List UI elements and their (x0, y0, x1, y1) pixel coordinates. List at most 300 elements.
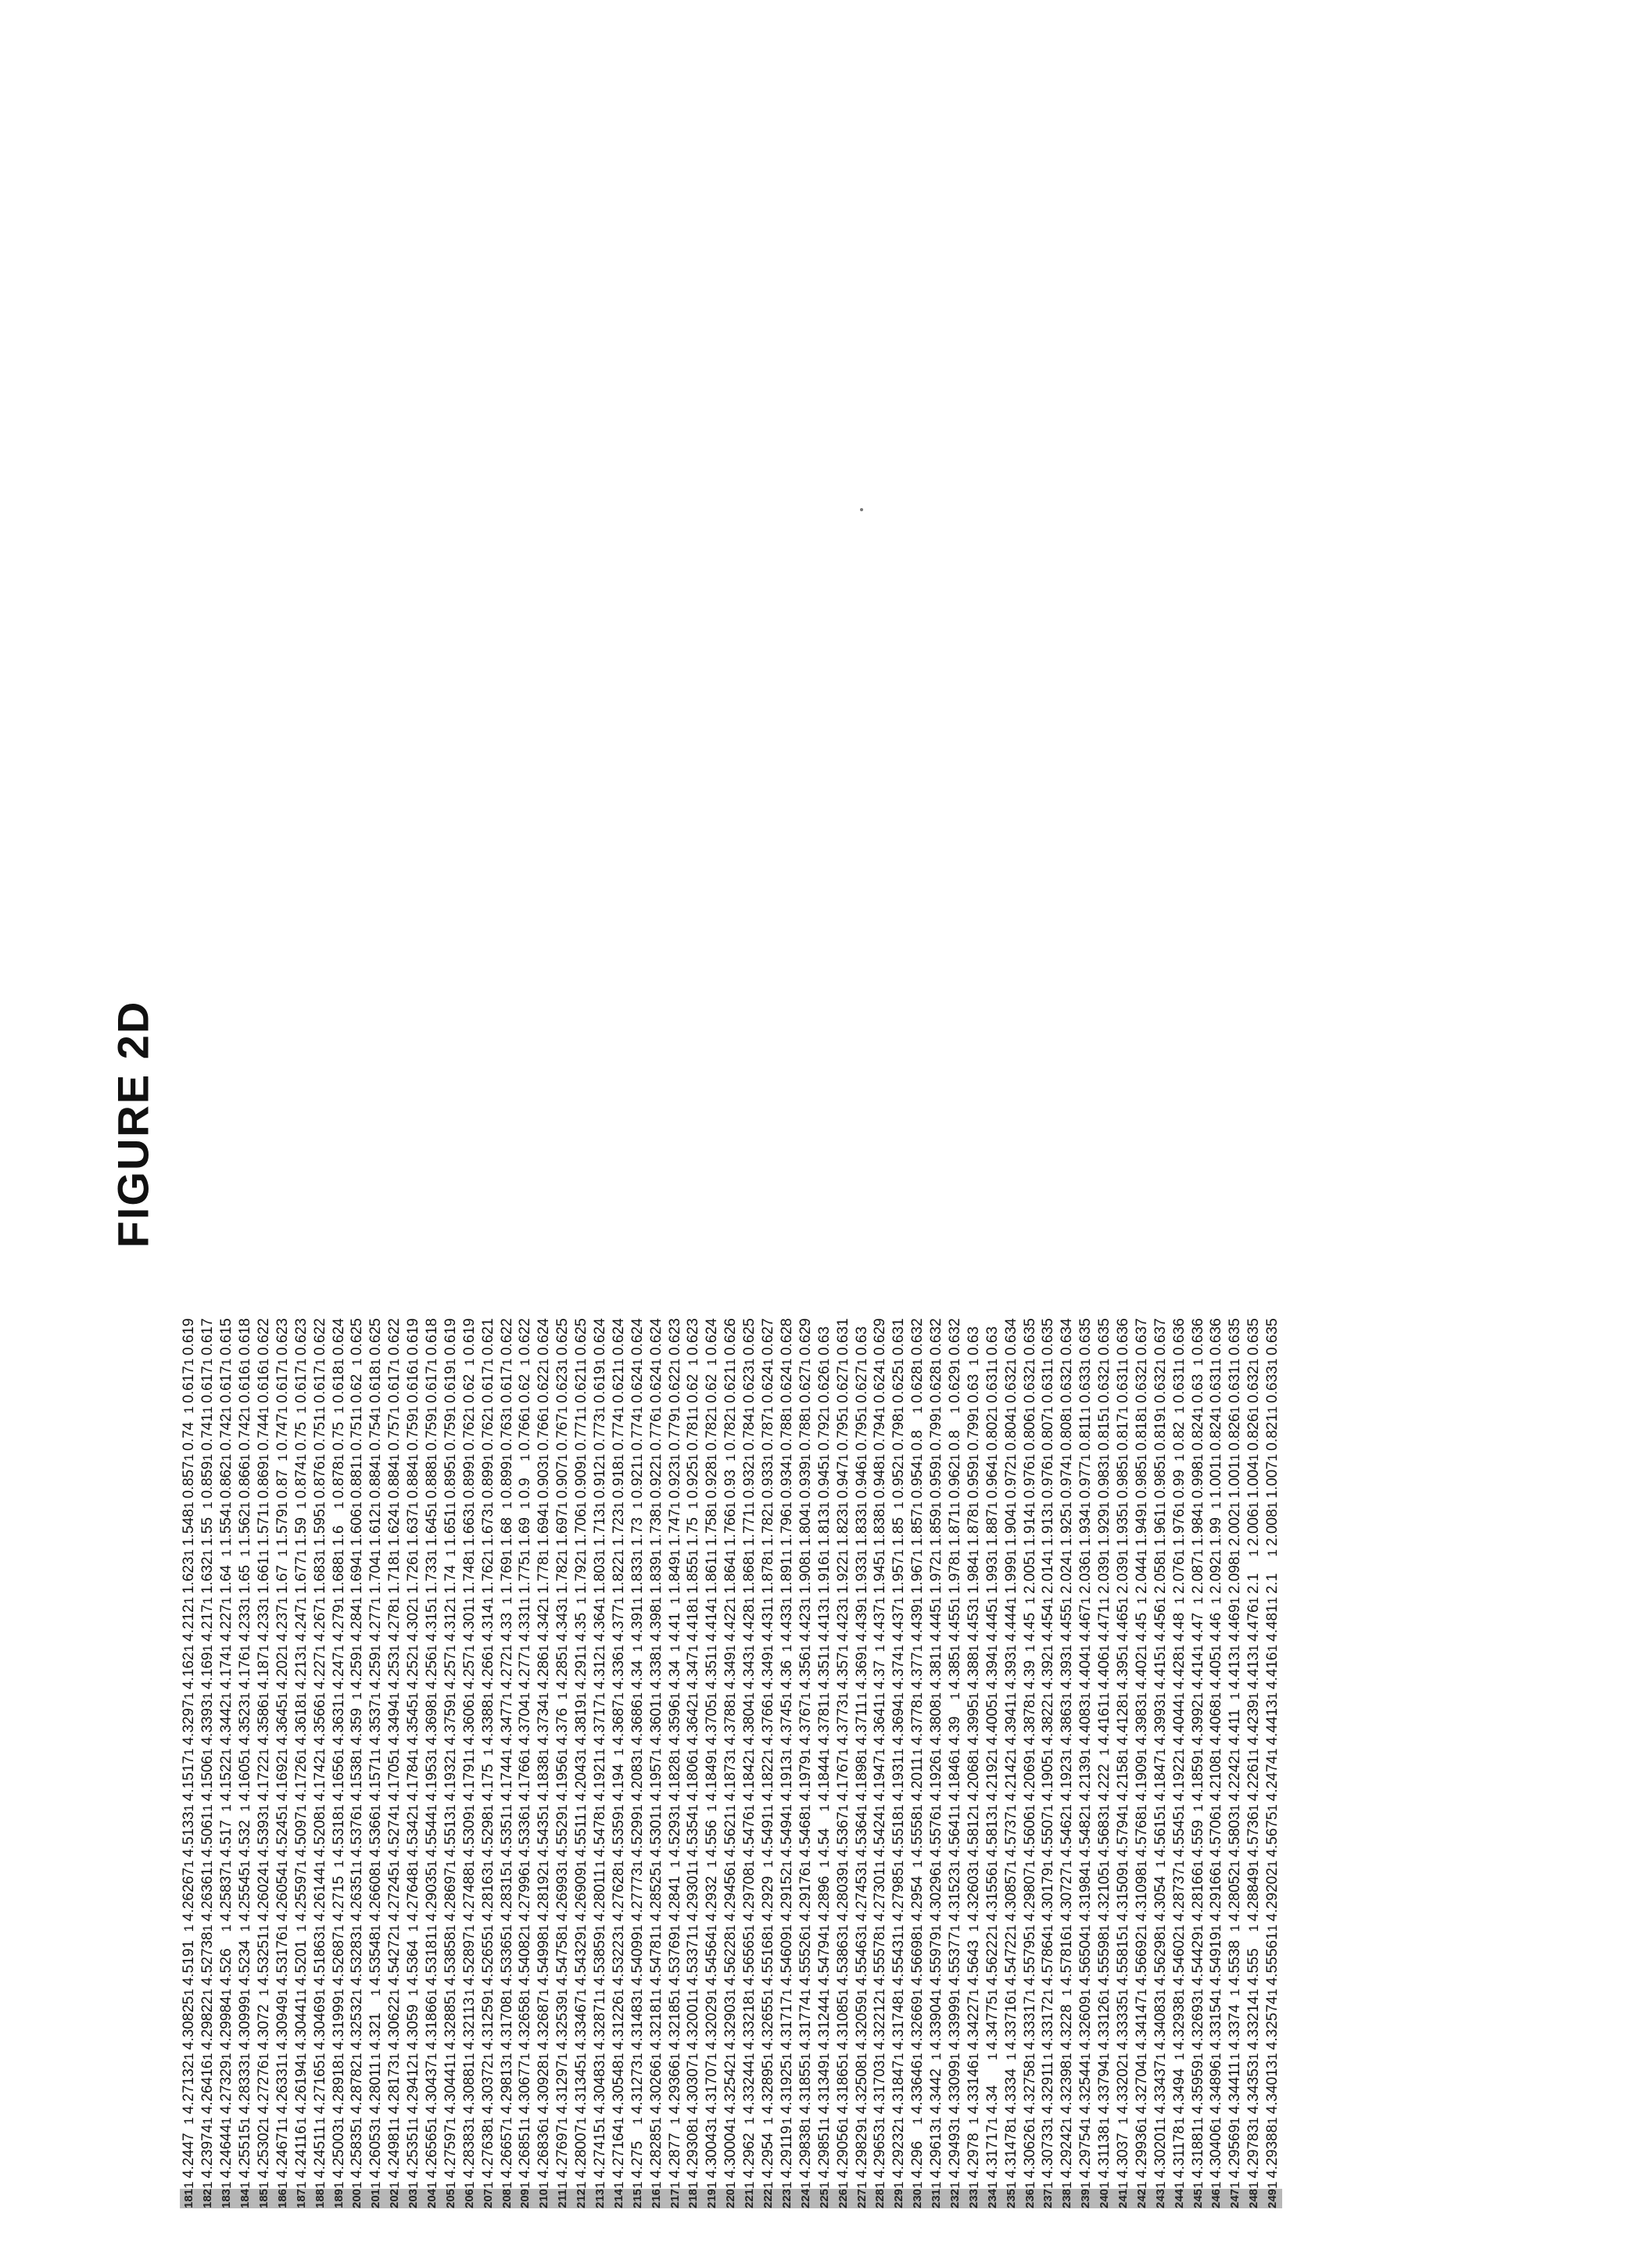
separator-cell: 1 (425, 1549, 440, 1557)
value-cell: 0.741 (199, 1413, 217, 1451)
value-cell: 4.27415 (592, 2124, 609, 2179)
value-cell: 0.782 (722, 1413, 740, 1451)
separator-cell: 1 (1041, 1924, 1056, 1932)
value-cell: 0.616 (405, 1366, 422, 1403)
value-cell: 4.3686 (629, 1699, 646, 1746)
separator-cell: 1 (947, 1989, 962, 1997)
value-cell: 0.799 (928, 1413, 945, 1451)
value-cell: 1.813 (815, 1509, 833, 1546)
separator-cell: 1 (1059, 1692, 1075, 1700)
separator-cell: 1 (742, 1644, 758, 1653)
value-cell: 0.623 (666, 1318, 683, 1355)
separator-cell: 1 (368, 1804, 384, 1812)
value-cell: 4.51863 (311, 1932, 328, 1986)
value-cell: 0.624 (760, 1366, 777, 1403)
separator-cell: 1 (1041, 1406, 1056, 1414)
value-cell: 1.606 (349, 1509, 366, 1546)
value-cell: 1.908 (797, 1556, 814, 1594)
separator-cell: 1 (1022, 1596, 1037, 1605)
separator-cell: 1 (461, 1501, 477, 1509)
separator-cell: 1 (181, 1644, 197, 1653)
separator-cell: 1 (816, 1924, 832, 1932)
value-cell: 4.321 (367, 2012, 385, 2050)
table-row (1132, 1318, 1151, 2208)
separator-cell: 1 (593, 1924, 608, 1932)
separator-cell: 1 (1246, 1501, 1262, 1509)
separator-cell: 1 (835, 1860, 851, 1868)
value-cell: 4.31345 (573, 2060, 590, 2115)
separator-cell: 1 (555, 1924, 571, 1932)
value-cell: 0.63 (965, 1326, 982, 1355)
value-cell: 1.972 (928, 1556, 945, 1594)
separator-cell: 1 (1134, 1924, 1149, 1932)
value-cell: 4.27245 (386, 1868, 403, 1921)
value-cell: 4.53181 (424, 1932, 441, 1986)
value-cell: 4.1913 (778, 1756, 795, 1802)
value-cell: 0.884 (405, 1461, 422, 1499)
value-cell: 4.31925 (778, 2060, 795, 2115)
separator-cell: 1 (947, 1692, 962, 1700)
value-cell: 0.621 (479, 1318, 496, 1355)
separator-cell: 1 (256, 1692, 271, 1700)
separator-cell: 1 (1209, 1358, 1224, 1366)
separator-cell: 1 (1134, 2181, 1149, 2189)
value-cell: 0.826 (1227, 1413, 1244, 1451)
value-cell: 0.624 (629, 1366, 646, 1403)
value-cell: 4.3566 (311, 1699, 328, 1746)
value-cell: 4.3705 (704, 1699, 721, 1746)
value-cell: 1.554 (218, 1509, 235, 1546)
separator-cell: 1 (779, 1748, 794, 1756)
value-cell: 4.52655 (479, 1932, 496, 1986)
separator-cell: 1 (816, 1860, 832, 1868)
value-cell: 1.75 (685, 1517, 702, 1546)
value-cell: 2.058 (1152, 1556, 1169, 1594)
value-cell: 4.5812 (965, 1811, 982, 1857)
value-cell: 4.31509 (1114, 1868, 1131, 1921)
separator-cell: 1 (797, 1358, 813, 1366)
separator-cell: 1 (816, 1358, 832, 1366)
table-row (1188, 1318, 1207, 2208)
separator-cell: 1 (536, 1406, 552, 1414)
separator-cell: 1 (1227, 1358, 1243, 1366)
row-id-cell: 184 (236, 2189, 255, 2208)
separator-cell: 1 (891, 1860, 907, 1868)
separator-cell: 1 (238, 2053, 253, 2061)
value-cell: 1.733 (424, 1556, 441, 1594)
value-cell: 0.807 (1040, 1413, 1057, 1451)
value-cell: 4.5545 (1170, 1811, 1188, 1857)
value-cell: 4.34353 (1245, 2060, 1263, 2115)
value-cell: 4.53769 (666, 1932, 683, 1986)
value-cell: 4.32029 (704, 1996, 721, 2050)
value-cell: 0.742 (237, 1413, 254, 1451)
separator-cell: 1 (1041, 2053, 1056, 2061)
value-cell: 4.445 (984, 1604, 1001, 1642)
value-cell: 0.912 (592, 1461, 609, 1499)
separator-cell: 1 (181, 1692, 197, 1700)
value-cell: 4.559 (1189, 1820, 1206, 1857)
separator-cell: 1 (181, 2053, 197, 2061)
value-cell: 4.415 (1152, 1652, 1169, 1689)
separator-cell: 1 (1209, 1692, 1224, 1700)
value-cell: 4.33126 (1096, 1996, 1113, 2050)
separator-cell: 1 (1097, 1644, 1113, 1653)
separator-cell: 1 (1246, 1692, 1262, 1700)
separator-cell: 1 (779, 1453, 794, 1462)
row-id-cell: 210 (535, 2189, 554, 2208)
separator-cell: 1 (1190, 2181, 1206, 2189)
separator-cell: 1 (593, 1358, 608, 1366)
separator-cell: 1 (648, 1860, 664, 1868)
value-cell: 0.617 (218, 1366, 235, 1403)
value-cell: 0.959 (965, 1461, 982, 1499)
table-row (478, 1318, 497, 2208)
separator-cell: 1 (312, 2181, 328, 2189)
separator-cell: 1 (761, 2181, 776, 2189)
value-cell: 4.31556 (984, 1868, 1001, 1921)
value-cell: 4.54329 (573, 1932, 590, 1986)
separator-cell: 1 (461, 1596, 477, 1605)
separator-cell: 1 (1227, 1989, 1243, 1997)
separator-cell: 1 (425, 2053, 440, 2061)
value-cell: 4.4083 (1077, 1699, 1095, 1746)
value-cell: 4.31865 (834, 2060, 851, 2115)
value-cell: 4.5476 (741, 1811, 758, 1857)
separator-cell: 1 (443, 2117, 458, 2125)
separator-cell: 1 (555, 1692, 571, 1700)
value-cell: 0.635 (1040, 1318, 1057, 1355)
separator-cell: 1 (854, 1644, 869, 1653)
value-cell: 1.775 (517, 1556, 534, 1594)
value-cell: 4.471 (1096, 1604, 1113, 1642)
value-cell: 4.53548 (367, 1932, 385, 1986)
separator-cell: 1 (331, 1748, 346, 1756)
value-cell: 1.949 (1133, 1509, 1150, 1546)
value-cell: 0.625 (554, 1318, 572, 1355)
value-cell: 0.798 (891, 1413, 908, 1451)
value-cell: 1.878 (760, 1556, 777, 1594)
separator-cell: 1 (499, 1453, 514, 1462)
separator-cell: 1 (947, 2117, 962, 2125)
separator-cell: 1 (593, 2181, 608, 2189)
value-cell: 4.27301 (872, 1868, 889, 1921)
value-cell: 4.476 (1245, 1604, 1263, 1642)
value-cell: 0.622 (517, 1318, 534, 1355)
separator-cell: 1 (461, 1406, 477, 1414)
value-cell: 4.454 (1040, 1604, 1057, 1642)
value-cell: 0.87 (274, 1469, 291, 1499)
value-cell: 0.866 (237, 1461, 254, 1499)
separator-cell: 1 (761, 1748, 776, 1756)
value-cell: 0.624 (647, 1366, 665, 1403)
value-cell: 4.54758 (554, 1932, 572, 1986)
value-cell: 4.45 (1133, 1612, 1150, 1642)
separator-cell: 1 (461, 1989, 477, 1997)
value-cell: 4.32609 (1077, 1996, 1095, 2050)
separator-cell: 1 (1078, 1406, 1094, 1414)
value-cell: 0.804 (1002, 1413, 1020, 1451)
separator-cell: 1 (349, 1748, 365, 1756)
separator-cell: 1 (406, 1453, 421, 1462)
value-cell: 4.30626 (1021, 2124, 1038, 2179)
separator-cell: 1 (1097, 1989, 1113, 1997)
value-cell: 0.932 (741, 1461, 758, 1499)
separator-cell: 1 (929, 2117, 944, 2125)
table-row (833, 1318, 852, 2208)
value-cell: 4.31866 (424, 1996, 441, 2050)
value-cell: 4.28007 (573, 2124, 590, 2179)
separator-cell: 1 (1246, 2053, 1262, 2061)
value-cell: 1.792 (573, 1556, 590, 1594)
separator-cell: 1 (536, 1804, 552, 1812)
value-cell: 4.1921 (592, 1756, 609, 1802)
separator-cell: 1 (1097, 1549, 1113, 1557)
row-id-cell: 189 (329, 2189, 348, 2208)
value-cell: 4.29754 (1077, 2124, 1095, 2179)
value-cell: 4.33202 (1114, 2060, 1131, 2115)
separator-cell: 1 (984, 1989, 1000, 1997)
value-cell: 4.28285 (647, 2124, 665, 2179)
separator-cell: 1 (629, 1358, 645, 1366)
value-cell: 4.28166 (1189, 1868, 1206, 1921)
separator-cell: 1 (797, 1406, 813, 1414)
separator-cell: 1 (518, 1406, 533, 1414)
row-id-cell: 215 (628, 2189, 647, 2208)
separator-cell: 1 (406, 2181, 421, 2189)
separator-cell: 1 (1022, 1924, 1037, 1932)
row-id-cell: 244 (1170, 2189, 1188, 2208)
separator-cell: 1 (1246, 2117, 1262, 2125)
value-cell: 4.34 (666, 1660, 683, 1689)
value-cell: 4.1806 (685, 1756, 702, 1802)
separator-cell: 1 (1022, 1989, 1037, 1997)
value-cell: 4.31984 (1077, 1868, 1095, 1921)
value-cell: 0.9 (517, 1477, 534, 1499)
value-cell: 4.3767 (797, 1699, 814, 1746)
value-cell: 4.3687 (610, 1699, 627, 1746)
separator-cell: 1 (910, 2117, 926, 2125)
separator-cell: 1 (648, 1549, 664, 1557)
value-cell: 4.5298 (479, 1811, 496, 1857)
separator-cell: 1 (1022, 1453, 1037, 1462)
separator-cell: 1 (200, 1748, 216, 1756)
value-cell: 0.625 (349, 1318, 366, 1355)
separator-cell: 1 (704, 1596, 720, 1605)
separator-cell: 1 (723, 1549, 739, 1557)
separator-cell: 1 (761, 1924, 776, 1932)
separator-cell: 1 (929, 1924, 944, 1932)
separator-cell: 1 (686, 1406, 701, 1414)
value-cell: 4.28039 (834, 1868, 851, 1921)
separator-cell: 1 (293, 1989, 309, 1997)
separator-cell: 1 (1059, 1549, 1075, 1557)
value-cell: 4.31098 (1133, 1868, 1150, 1921)
value-cell: 2.036 (1077, 1556, 1095, 1594)
table-row (1039, 1318, 1058, 2208)
separator-cell: 1 (1022, 1549, 1037, 1557)
separator-cell: 1 (835, 1692, 851, 1700)
separator-cell: 1 (312, 1748, 328, 1756)
separator-cell: 1 (1246, 1748, 1262, 1756)
table-row (1207, 1318, 1226, 2208)
row-id-cell: 234 (983, 2189, 1002, 2208)
value-cell: 0.627 (797, 1366, 814, 1403)
table-row (329, 1318, 348, 2208)
value-cell: 0.631 (834, 1318, 851, 1355)
separator-cell: 1 (238, 1860, 253, 1868)
separator-cell: 1 (238, 1804, 253, 1812)
value-cell: 4.26608 (367, 1868, 385, 1921)
separator-cell: 1 (1152, 1501, 1168, 1509)
separator-cell: 1 (256, 1596, 271, 1605)
separator-cell: 1 (779, 1860, 794, 1868)
separator-cell: 1 (518, 1358, 533, 1366)
separator-cell: 1 (779, 2053, 794, 2061)
separator-cell: 1 (947, 1358, 962, 1366)
value-cell: 4.414 (1189, 1652, 1206, 1689)
separator-cell: 1 (984, 1644, 1000, 1653)
separator-cell: 1 (667, 1549, 683, 1557)
separator-cell: 1 (1227, 1692, 1243, 1700)
value-cell: 0.629 (797, 1318, 814, 1355)
value-cell: 4.25837 (218, 1868, 235, 1921)
value-cell: 0.976 (1040, 1461, 1057, 1499)
separator-cell: 1 (629, 1860, 645, 1868)
separator-cell: 1 (574, 1596, 589, 1605)
separator-cell: 1 (1209, 1860, 1224, 1868)
value-cell: 4.5813 (984, 1811, 1001, 1857)
value-cell: 1.859 (928, 1509, 945, 1546)
value-cell: 4.1909 (1133, 1756, 1150, 1802)
value-cell: 4.55526 (797, 1932, 814, 1986)
separator-cell: 1 (910, 1596, 926, 1605)
separator-cell: 1 (742, 1406, 758, 1414)
separator-cell: 1 (929, 1501, 944, 1509)
table-row (199, 1318, 217, 2208)
row-id-cell: 248 (1245, 2189, 1263, 2208)
value-cell: 4.31717 (984, 2124, 1001, 2179)
value-cell: 0.962 (946, 1461, 963, 1499)
separator-cell: 1 (966, 2117, 981, 2125)
value-cell: 4.5558 (909, 1811, 926, 1857)
value-cell: 4.2877 (666, 2133, 683, 2179)
value-cell: 0.623 (292, 1318, 310, 1355)
value-cell: 4.33437 (1152, 2060, 1169, 2115)
value-cell: 1.579 (274, 1509, 291, 1546)
separator-cell: 1 (368, 1989, 384, 1997)
separator-cell: 1 (686, 2117, 701, 2125)
separator-cell: 1 (331, 1989, 346, 1997)
value-cell: 0.635 (1077, 1318, 1095, 1355)
value-cell: 4.1849 (704, 1756, 721, 1802)
separator-cell: 1 (929, 1692, 944, 1700)
value-cell: 0.811 (1077, 1414, 1095, 1451)
value-cell: 0.634 (1059, 1318, 1076, 1355)
separator-cell: 1 (425, 1358, 440, 1366)
separator-cell: 1 (611, 1453, 626, 1462)
separator-cell: 1 (1003, 1549, 1019, 1557)
separator-cell: 1 (312, 1453, 328, 1462)
separator-cell: 1 (219, 1549, 235, 1557)
value-cell: 4.31259 (479, 1996, 496, 2050)
value-cell: 0.633 (1264, 1366, 1281, 1403)
value-cell: 4.26851 (517, 2124, 534, 2179)
separator-cell: 1 (480, 1804, 496, 1812)
row-id-cell: 205 (441, 2189, 460, 2208)
value-cell: 0.959 (928, 1461, 945, 1499)
separator-cell: 1 (704, 1924, 720, 1932)
separator-cell: 1 (910, 1924, 926, 1932)
value-cell: 4.54609 (778, 1932, 795, 1986)
value-cell: 4.24671 (274, 2124, 291, 2179)
separator-cell: 1 (274, 1692, 290, 1700)
separator-cell: 1 (947, 1406, 962, 1414)
separator-cell: 1 (1097, 1924, 1113, 1932)
value-cell: 0.633 (1077, 1366, 1095, 1403)
value-cell: 4.2896 (815, 1875, 833, 1921)
separator-cell: 1 (1265, 1860, 1281, 1868)
value-cell: 0.759 (424, 1413, 441, 1451)
value-cell: 4.54564 (704, 1932, 721, 1986)
value-cell: 4.1844 (815, 1756, 833, 1802)
value-cell: 4.4239 (1245, 1699, 1263, 1746)
separator-cell: 1 (238, 1453, 253, 1462)
value-cell: 4.33794 (1096, 2060, 1113, 2115)
separator-cell: 1 (1078, 1692, 1094, 1700)
separator-cell: 1 (984, 1453, 1000, 1462)
value-cell: 4.30441 (292, 1996, 310, 2050)
row-id-cell: 245 (1188, 2189, 1207, 2208)
separator-cell: 1 (461, 1860, 477, 1868)
separator-cell: 1 (723, 1989, 739, 1997)
separator-cell: 1 (274, 2117, 290, 2125)
value-cell: 0.635 (1245, 1318, 1263, 1355)
value-cell: 4.52897 (460, 1932, 478, 1986)
value-cell: 1.637 (405, 1509, 422, 1546)
value-cell: 4.5675 (1264, 1811, 1281, 1857)
value-cell: 4.27453 (853, 1868, 870, 1921)
separator-cell: 1 (480, 2053, 496, 2061)
separator-cell: 1 (797, 2117, 813, 2125)
separator-cell: 1 (1171, 1924, 1187, 1932)
value-cell: 4.1726 (292, 1756, 310, 1802)
value-cell: 4.28697 (442, 1868, 459, 1921)
row-id-cell: 225 (815, 2189, 833, 2208)
value-cell: 4.312 (442, 1604, 459, 1642)
separator-cell: 1 (779, 1549, 794, 1557)
value-cell: 4.2083 (629, 1756, 646, 1802)
value-cell: 4.32669 (909, 1996, 926, 2050)
value-cell: 4.28737 (1170, 1868, 1188, 1921)
value-cell: 4.1784 (405, 1756, 422, 1802)
separator-cell: 1 (181, 2181, 197, 2189)
separator-cell: 1 (200, 1501, 216, 1509)
value-cell: 1.922 (834, 1556, 851, 1594)
separator-cell: 1 (1209, 1748, 1224, 1756)
separator-cell: 1 (947, 1924, 962, 1932)
separator-cell: 1 (256, 1453, 271, 1462)
separator-cell: 1 (181, 1748, 197, 1756)
separator-cell: 1 (779, 1358, 794, 1366)
separator-cell: 1 (1041, 1596, 1056, 1605)
row-id-cell: 185 (255, 2189, 274, 2208)
separator-cell: 1 (704, 2053, 720, 2061)
value-cell: 1.878 (965, 1509, 982, 1546)
separator-cell: 1 (349, 1501, 365, 1509)
separator-cell: 1 (891, 1748, 907, 1756)
value-cell: 4.349 (722, 1652, 740, 1689)
